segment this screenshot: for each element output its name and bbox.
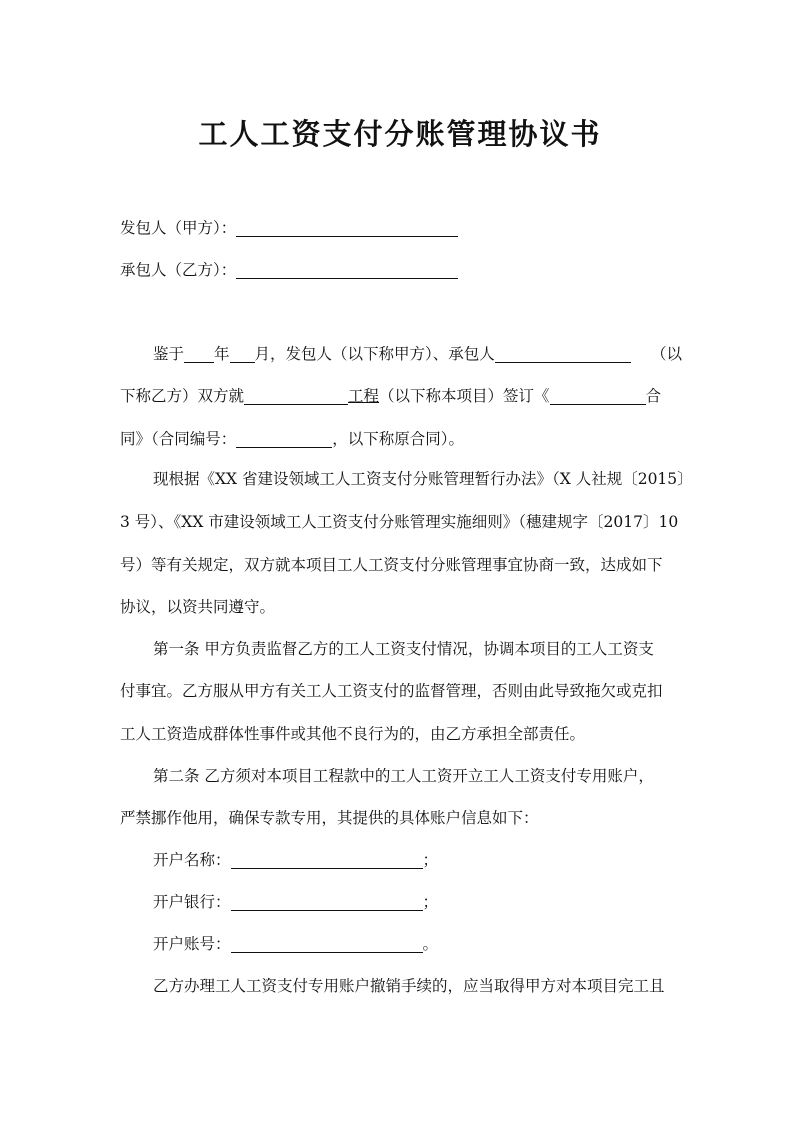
party-b-line	[120, 260, 458, 280]
project-blank[interactable]	[244, 388, 348, 405]
year-blank[interactable]	[184, 346, 214, 363]
para1-text: （以	[650, 345, 682, 363]
contractor-blank[interactable]	[495, 346, 631, 363]
para2-line2: 3 号）、《XX 市建设领域工人工资支付分账管理实施细则》（穗建规字〔2017〕10	[120, 513, 679, 531]
para1-line3	[120, 429, 464, 449]
account-name-blank[interactable]	[231, 852, 423, 869]
para1-line1	[153, 344, 682, 364]
para1-text: 鉴于	[153, 345, 185, 363]
para1-text: 同》（合同编号：	[120, 430, 237, 448]
contract-no-blank[interactable]	[236, 431, 332, 448]
account-name-label: 开户名称：	[153, 851, 231, 869]
party-a-blank[interactable]	[236, 220, 458, 237]
para1-text: ，以下称原合同）。	[332, 430, 465, 448]
article2-line1: 第二条 乙方须对本项目工程款中的工人工资开立工人工资支付专用账户，	[153, 767, 654, 785]
party-b-blank[interactable]	[236, 262, 458, 279]
para2-line4: 协议，以资共同遵守。	[120, 598, 276, 616]
party-a-line	[120, 218, 458, 238]
para2-line3: 号）等有关规定，双方就本项目工人工资支付分账管理事宜协商一致，达成如下	[120, 556, 663, 574]
para1-text: 下称乙方）双方就	[120, 387, 245, 405]
para1-text: （以下称本项目）签订《	[379, 387, 550, 405]
document-title: 工人工资支付分账管理协议书	[198, 117, 602, 151]
article1-line3: 工人工资造成群体性事件或其他不良行为的，由乙方承担全部责任。	[120, 725, 586, 743]
para5-line1: 乙方办理工人工资支付专用账户撤销手续的，应当取得甲方对本项目完工且	[153, 977, 665, 995]
party-a-label: 发包人（甲方）：	[120, 219, 237, 237]
account-bank-label: 开户银行：	[153, 893, 231, 911]
account-bank-blank[interactable]	[231, 894, 423, 911]
article1-line1: 第一条 甲方负责监督乙方的工人工资支付情况，协调本项目的工人工资支	[153, 640, 654, 658]
contract-name-blank[interactable]	[550, 388, 646, 405]
account-bank-end: ；	[422, 893, 439, 911]
month-blank[interactable]	[230, 346, 255, 363]
article2-line2: 严禁挪作他用，确保专款专用，其提供的具体账户信息如下：	[120, 809, 539, 827]
para1-text: 合	[645, 387, 662, 405]
account-name-line	[153, 850, 438, 870]
party-b-label: 承包人（乙方）：	[120, 261, 237, 279]
account-name-end: ；	[422, 851, 439, 869]
article1-line2: 付事宜。乙方服从甲方有关工人工资支付的监督管理，否则由此导致拖欠或克扣	[120, 682, 663, 700]
account-no-line	[153, 934, 438, 954]
project-suffix: 工程	[348, 387, 380, 405]
account-no-label: 开户账号：	[153, 935, 231, 953]
account-bank-line	[153, 892, 438, 912]
account-no-end: 。	[422, 935, 439, 953]
account-no-blank[interactable]	[231, 936, 423, 953]
para2-line1: 现根据《XX 省建设领域工人工资支付分账管理暂行办法》（X 人社规〔2015〕	[153, 470, 693, 488]
para1-text: 年	[214, 345, 230, 363]
para1-text: 月，发包人（以下称甲方）、承包人	[254, 345, 495, 363]
para1-line2	[120, 386, 682, 406]
